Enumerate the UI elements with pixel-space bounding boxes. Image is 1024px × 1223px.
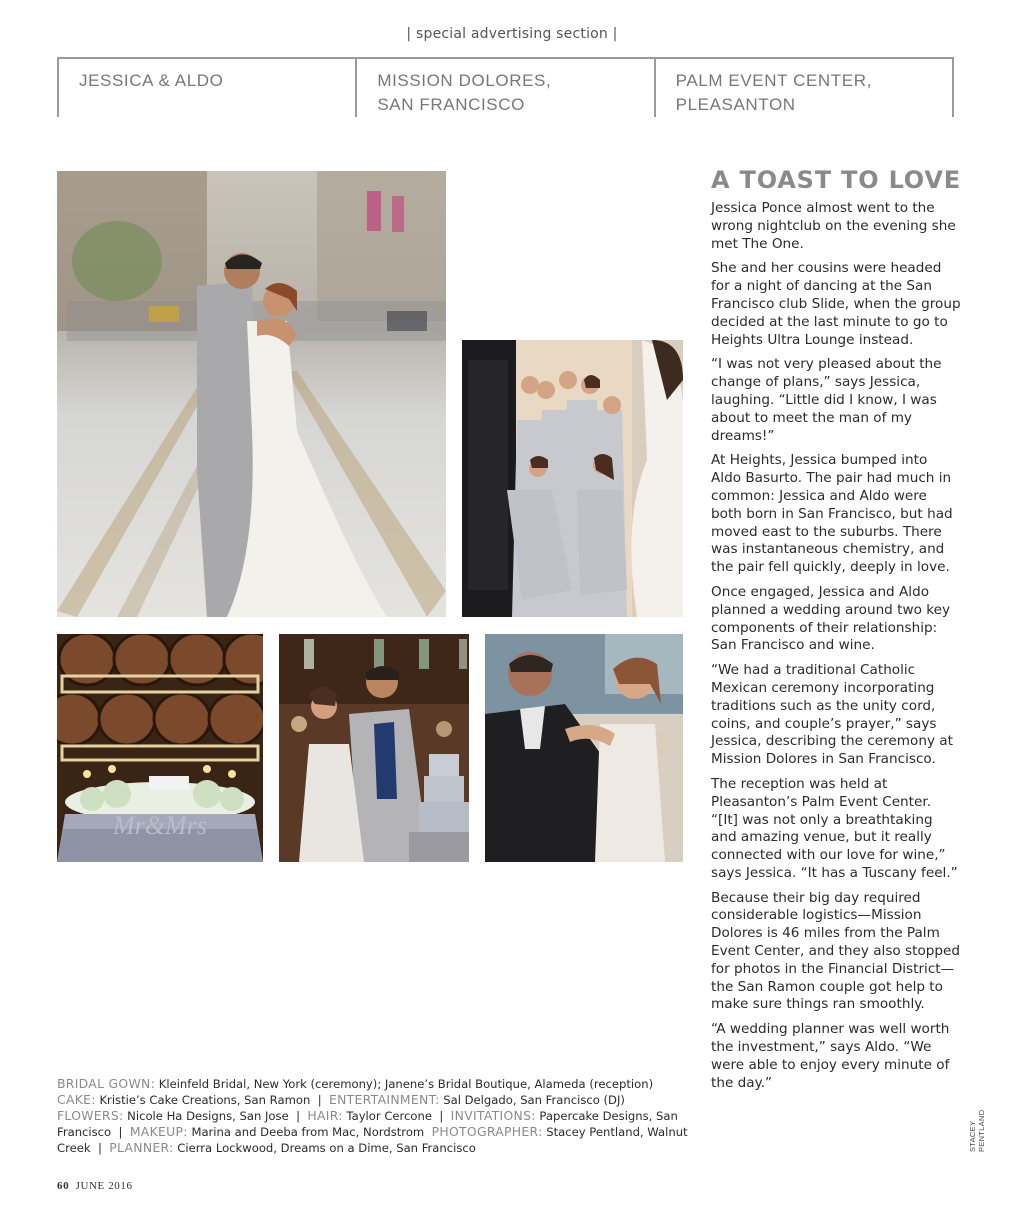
credit-label-makeup: MAKEUP: <box>129 1124 188 1139</box>
credit-label-planner: PLANNER: <box>109 1140 174 1155</box>
article <box>711 166 961 1099</box>
article-paragraph: “We had a traditional Catholic Mexican ceremony incorporating traditions such as the unity cord, coins, and couple’s prayer,” says Jessica, describing the ceremony at Mission Dolores in San Francisco. <box>711 662 953 768</box>
credit-entertainment: Sal Delgado, San Francisco (DJ) <box>443 1093 625 1107</box>
credit-separator: | <box>296 1109 300 1123</box>
article-paragraph: She and her cousins were headed for a night of dancing at the San Francisco club Slide, when the group decided at the last minute to go to Heights Ultra Lounge instead. <box>711 260 961 348</box>
credit-separator: | <box>317 1093 322 1107</box>
couple-kiss-street-photo <box>57 171 446 617</box>
credit-planner: Cierra Lockwood, Dreams on a Dime, San Francisco <box>177 1141 476 1155</box>
article-paragraph: At Heights, Jessica bumped into Aldo Basurto. The pair had much in common: Jessica and Aldo were both born in San Francisco, but had moved east to the suburbs. There was instantaneous chemistry, and the pair fell quickly, deeply in love. <box>711 452 953 576</box>
page-folio <box>57 1180 133 1192</box>
article-paragraph: The reception was held at Pleasanton’s Palm Event Center. “[It] was not only a breathtaking and amazing venue, but it really connected with our love for wine,” says Jessica. “It has a Tuscany feel.” <box>711 775 958 881</box>
credit-label-bridal-gown: BRIDAL GOWN: <box>57 1076 156 1091</box>
svg-text:Mr&Mrs: Mr&Mrs <box>113 811 207 840</box>
credit-photographer: Stacey Pentland, Walnut Creek <box>57 1125 688 1155</box>
bridesmaids-doorway-photo <box>462 340 683 617</box>
credit-cake: Kristie’s Cake Creations, San Ramon <box>99 1093 311 1107</box>
credit-label-cake: CAKE: <box>57 1092 96 1107</box>
article-paragraph: Because their big day required considerable logistics—Mission Dolores is 46 miles from the Palm Event Center, and they also stopped for photos in the Financial District—the San Ramon couple got help to make sure things ran smoothly. <box>711 889 961 1013</box>
wine-barrels-table-photo <box>57 634 263 862</box>
credit-label-hair: HAIR: <box>307 1108 343 1123</box>
vendor-credits <box>57 1076 689 1156</box>
ceremony-location-line2: SAN FRANCISCO <box>377 95 525 114</box>
first-dance-photo <box>485 634 683 862</box>
page-number: 60 <box>57 1180 70 1192</box>
article-paragraph: “A wedding planner was well worth the investment,” says Aldo. “We were able to enjoy every minute of the day.” <box>711 1021 950 1091</box>
credit-separator: | <box>439 1109 444 1123</box>
credit-label-invitations: INVITATIONS: <box>450 1108 536 1123</box>
couple-names-cell <box>57 59 355 117</box>
credit-label-flowers: FLOWERS: <box>57 1108 124 1123</box>
couple-names: JESSICA & ALDO <box>79 71 224 90</box>
photo-credit: STACEY PENTLAND <box>968 1109 986 1152</box>
issue-date: JUNE 2016 <box>75 1180 133 1192</box>
reception-location-line1: PALM EVENT CENTER, <box>675 71 872 90</box>
credit-separator: | <box>97 1141 102 1155</box>
credit-bridal-gown: Kleinfeld Bridal, New York (ceremony); Janene’s Bridal Boutique, Alameda (reception) <box>158 1077 654 1091</box>
article-paragraph: Once engaged, Jessica and Aldo planned a wedding around two key components of their relationship: San Francisco and wine. <box>711 583 951 654</box>
credit-label-entertainment: ENTERTAINMENT: <box>328 1092 440 1107</box>
cake-cutting-photo <box>279 634 469 862</box>
ceremony-location-cell <box>355 59 653 117</box>
credit-flowers: Nicole Ha Designs, San Jose <box>127 1109 289 1123</box>
article-title: A TOAST TO LOVE <box>711 166 961 194</box>
credit-invitations: Papercake Designs, San Francisco <box>57 1109 678 1139</box>
wedding-header <box>57 57 954 117</box>
article-paragraph: “I was not very pleased about the change of plans,” says Jessica, laughing. “Little did I know, I was about to meet the man of my dreams!” <box>711 356 942 444</box>
reception-location-line2: PLEASANTON <box>675 95 796 114</box>
credit-label-photographer: PHOTOGRAPHER: <box>431 1124 543 1139</box>
credit-makeup: Marina and Deeba from Mac, Nordstrom <box>191 1125 425 1139</box>
credit-hair: Taylor Cercone <box>346 1109 433 1123</box>
reception-location-cell <box>654 59 954 117</box>
section-label: | special advertising section | <box>406 26 618 42</box>
article-paragraph: Jessica Ponce almost went to the wrong nightclub on the evening she met The One. <box>711 200 956 252</box>
credit-separator: | <box>118 1125 123 1139</box>
ceremony-location-line1: MISSION DOLORES, <box>377 71 552 90</box>
